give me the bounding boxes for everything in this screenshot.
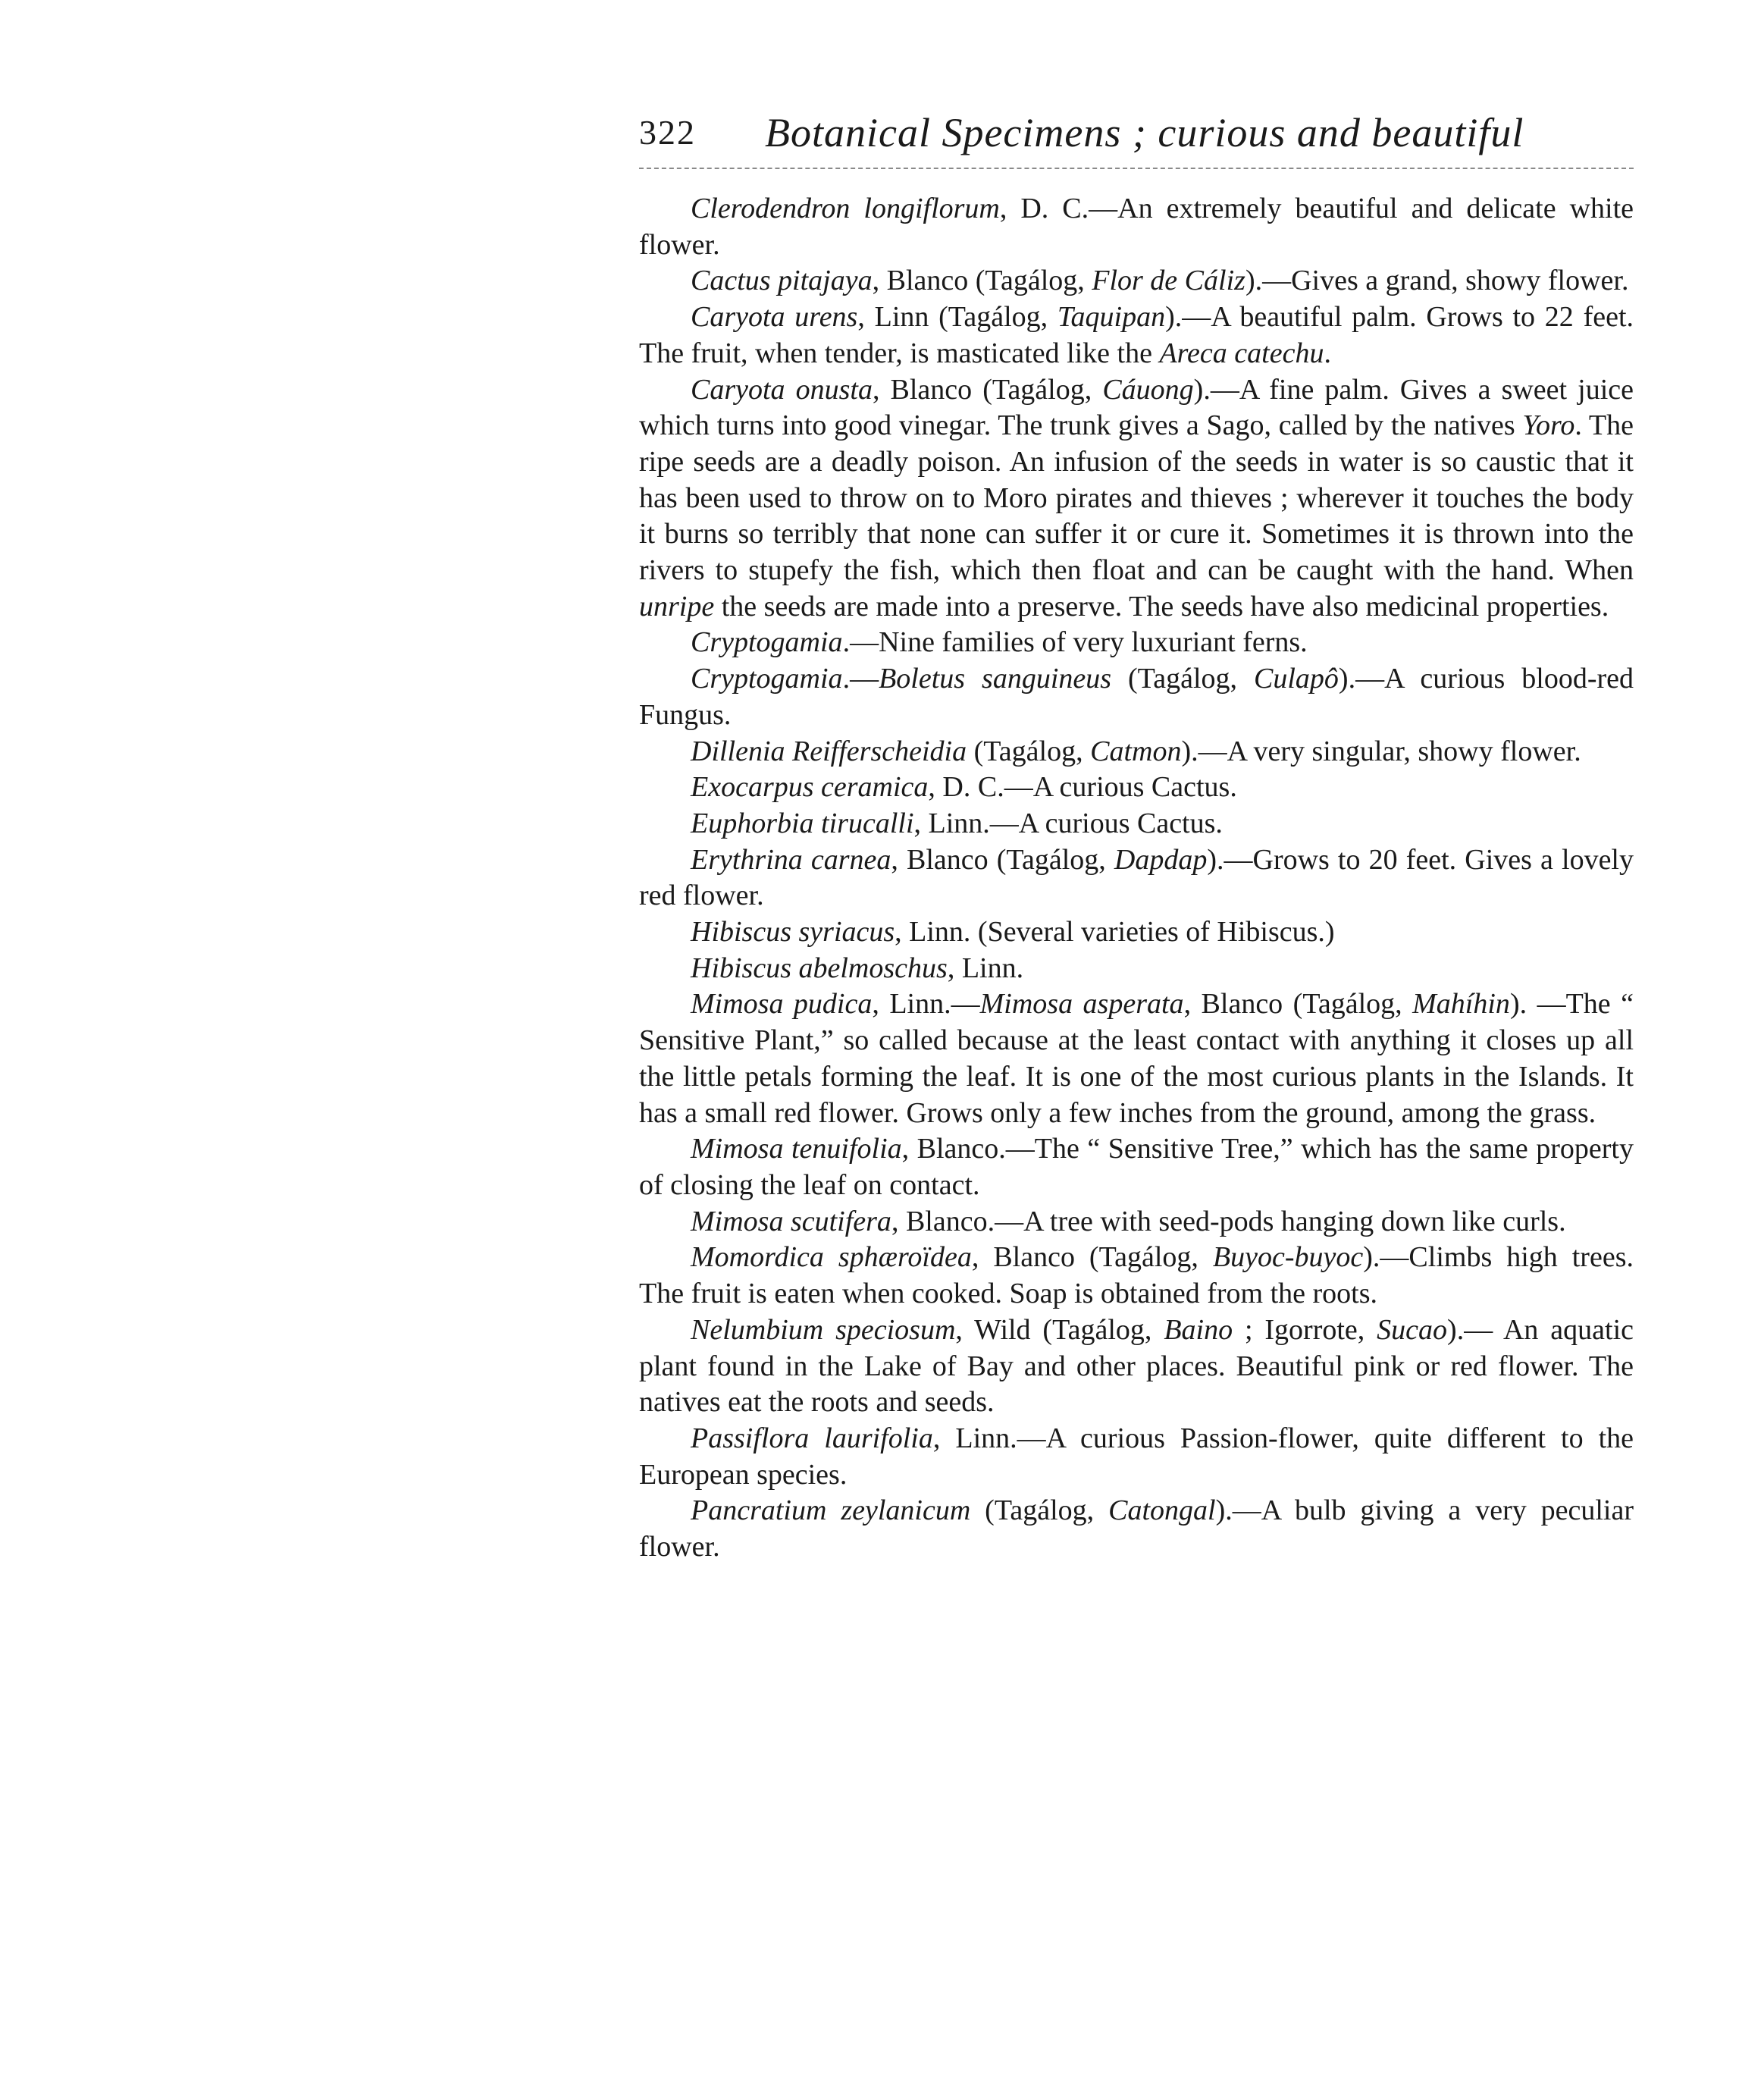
specimen-entry (639, 191, 1634, 263)
text-run: , Linn. (947, 952, 1024, 984)
text-run: , Blanco (Tagálog, (872, 265, 1092, 297)
text-run: . (1324, 337, 1331, 369)
text-run: ).—A curious blood-red Fungus. (639, 663, 1634, 731)
italic-run: Culapô (1254, 663, 1339, 695)
italic-run: Dillenia Reifferscheidia (691, 735, 967, 767)
specimen-entry (639, 914, 1634, 951)
italic-run: Mimosa tenuifolia (691, 1133, 902, 1165)
specimen-entry (639, 263, 1634, 299)
text-run: , Wild (Tagálog, (955, 1313, 1164, 1346)
text-run: ).—Climbs high trees. The fruit is eaten when cooked. Soap is obtained from the roots. (639, 1241, 1634, 1310)
italic-run: Exocarpus ceramica (691, 771, 929, 804)
italic-run: Erythrina carnea (691, 843, 891, 876)
text-run: ).—A very singular, showy flower. (1181, 735, 1581, 767)
specimen-entry (639, 1204, 1634, 1240)
text-run: the seeds are made into a preserve. The seeds have also medicinal properties. (714, 590, 1609, 622)
specimen-entry (639, 372, 1634, 626)
italic-run: Pancratium zeylanicum (691, 1494, 971, 1527)
italic-run: Dapdap (1114, 843, 1208, 876)
italic-run: Baino (1164, 1313, 1233, 1346)
text-run: ).—A bulb giving a very peculiar flower. (639, 1494, 1634, 1563)
specimen-entry (639, 1240, 1634, 1312)
specimen-entry (639, 1493, 1634, 1565)
italic-run: Hibiscus syriacus (691, 916, 895, 949)
italic-run: Caryota onusta (691, 373, 873, 406)
italic-run: unripe (639, 590, 715, 622)
italic-run: Hibiscus abelmoschus (691, 952, 948, 984)
italic-run: Catongal (1108, 1494, 1216, 1527)
text-run: , Linn.—A curious Cactus. (913, 807, 1223, 839)
specimen-entry (639, 806, 1634, 842)
text-run: ).—Grows to 20 feet. Gives a lovely red flower. (639, 843, 1634, 912)
italic-run: Flor de Cáliz (1092, 265, 1245, 297)
text-run: , Blanco.—A tree with seed-pods hanging down like curls. (891, 1205, 1566, 1237)
italic-run: Nelumbium speciosum (691, 1313, 956, 1346)
specimen-entry (639, 625, 1634, 661)
specimen-entry (639, 734, 1634, 770)
running-head (639, 106, 1634, 159)
italic-run: Mimosa asperata (979, 988, 1184, 1021)
text-run: .—Nine families of very luxuriant ferns. (842, 626, 1308, 659)
text-run: , Linn (Tagálog, (857, 301, 1057, 334)
specimen-entry (639, 299, 1634, 372)
page-number: 322 (639, 113, 696, 152)
text-run: , Blanco (Tagálog, (872, 373, 1103, 406)
text-run: (Tagálog, (967, 735, 1091, 767)
body-text (639, 191, 1634, 1566)
specimen-entry (639, 661, 1634, 733)
italic-run: Boletus sanguineus (879, 663, 1112, 695)
text-run: , Linn.— (872, 988, 980, 1021)
running-title: Botanical Specimens ; curious and beautiful (765, 110, 1524, 155)
italic-run: Mahíhin (1412, 988, 1510, 1021)
specimen-entry (639, 770, 1634, 806)
text-run: ; Igorrote, (1233, 1313, 1377, 1346)
italic-run: Sucao (1377, 1313, 1448, 1346)
text-run: , Linn.—A curious Passion-flower, quite different to the European species. (639, 1422, 1634, 1491)
italic-run: Cactus pitajaya (691, 265, 873, 297)
text-run: , D. C.—An extremely beautiful and delicate white flower. (639, 193, 1634, 261)
text-run: ).—A beautiful palm. Grows to 22 feet. The fruit, when tender, is masticated like the (639, 301, 1634, 369)
italic-run: Taquipan (1057, 301, 1166, 334)
italic-run: Euphorbia tirucalli (691, 807, 914, 839)
italic-run: Cáuong (1102, 373, 1194, 406)
specimen-entry (639, 1131, 1634, 1203)
italic-run: Momordica sphæroïdea (691, 1241, 972, 1274)
italic-run: Buyoc-buyoc (1212, 1241, 1364, 1274)
italic-run: Cryptogamia (691, 663, 843, 695)
italic-run: Catmon (1090, 735, 1182, 767)
text-run: (Tagálog, (970, 1494, 1109, 1527)
italic-run: Caryota urens (691, 301, 858, 334)
italic-run: Areca catechu (1159, 337, 1324, 369)
text-run: .— (842, 663, 879, 695)
text-run: ).—Gives a grand, showy flower. (1245, 265, 1629, 297)
text-run: , Blanco (Tagálog, (1183, 988, 1413, 1021)
italic-run: Yoro (1522, 409, 1575, 442)
specimen-entry (639, 842, 1634, 914)
text-run: (Tagálog, (1111, 663, 1255, 695)
text-run: . The ripe seeds are a deadly poison. An infusion of the seeds in water is so caustic that it has been used to throw on to Moro pirates and thieves ; wherever it touches the body it burns so terribly that none can suffer it or cure it. Sometimes it is thrown into the rivers to stupefy the fish, which then float and can be caught with the hand. When (639, 409, 1634, 587)
text-run: , Blanco (Tagálog, (971, 1241, 1213, 1274)
text-run: , D. C.—A curious Cactus. (928, 771, 1237, 804)
italic-run: Cryptogamia (691, 626, 843, 659)
text-run: ).— An aquatic plant found in the Lake of Bay and other places. Beautiful pink or red flower. The natives eat the roots and seeds. (639, 1313, 1634, 1419)
text-run: , Linn. (Several varieties of Hibiscus.) (895, 916, 1335, 949)
specimen-entry (639, 986, 1634, 1131)
text-run: ). —The “ Sensitive Plant,” so called because at the least contact with anything it closes up all the little petals forming the leaf. It is one of the most curious plants in the Islands. It has a small red flower. Grows only a few inches from the ground, among the grass. (639, 988, 1634, 1129)
italic-run: Mimosa scutifera (691, 1205, 891, 1237)
text-run: , Blanco.—The “ Sensitive Tree,” which has the same property of closing the leaf on contact. (639, 1133, 1634, 1201)
text-run: ).—A fine palm. Gives a sweet juice which turns into good vinegar. The trunk gives a Sago, called by the natives (639, 373, 1634, 442)
italic-run: Clerodendron longiflorum (691, 193, 1000, 224)
specimen-entry (639, 1312, 1634, 1421)
specimen-entry (639, 1421, 1634, 1493)
italic-run: Passiflora laurifolia (691, 1422, 933, 1454)
header-rule (639, 168, 1634, 169)
text-run: , Blanco (Tagálog, (891, 843, 1114, 876)
italic-run: Mimosa pudica (691, 988, 873, 1021)
specimen-entry (639, 951, 1634, 987)
